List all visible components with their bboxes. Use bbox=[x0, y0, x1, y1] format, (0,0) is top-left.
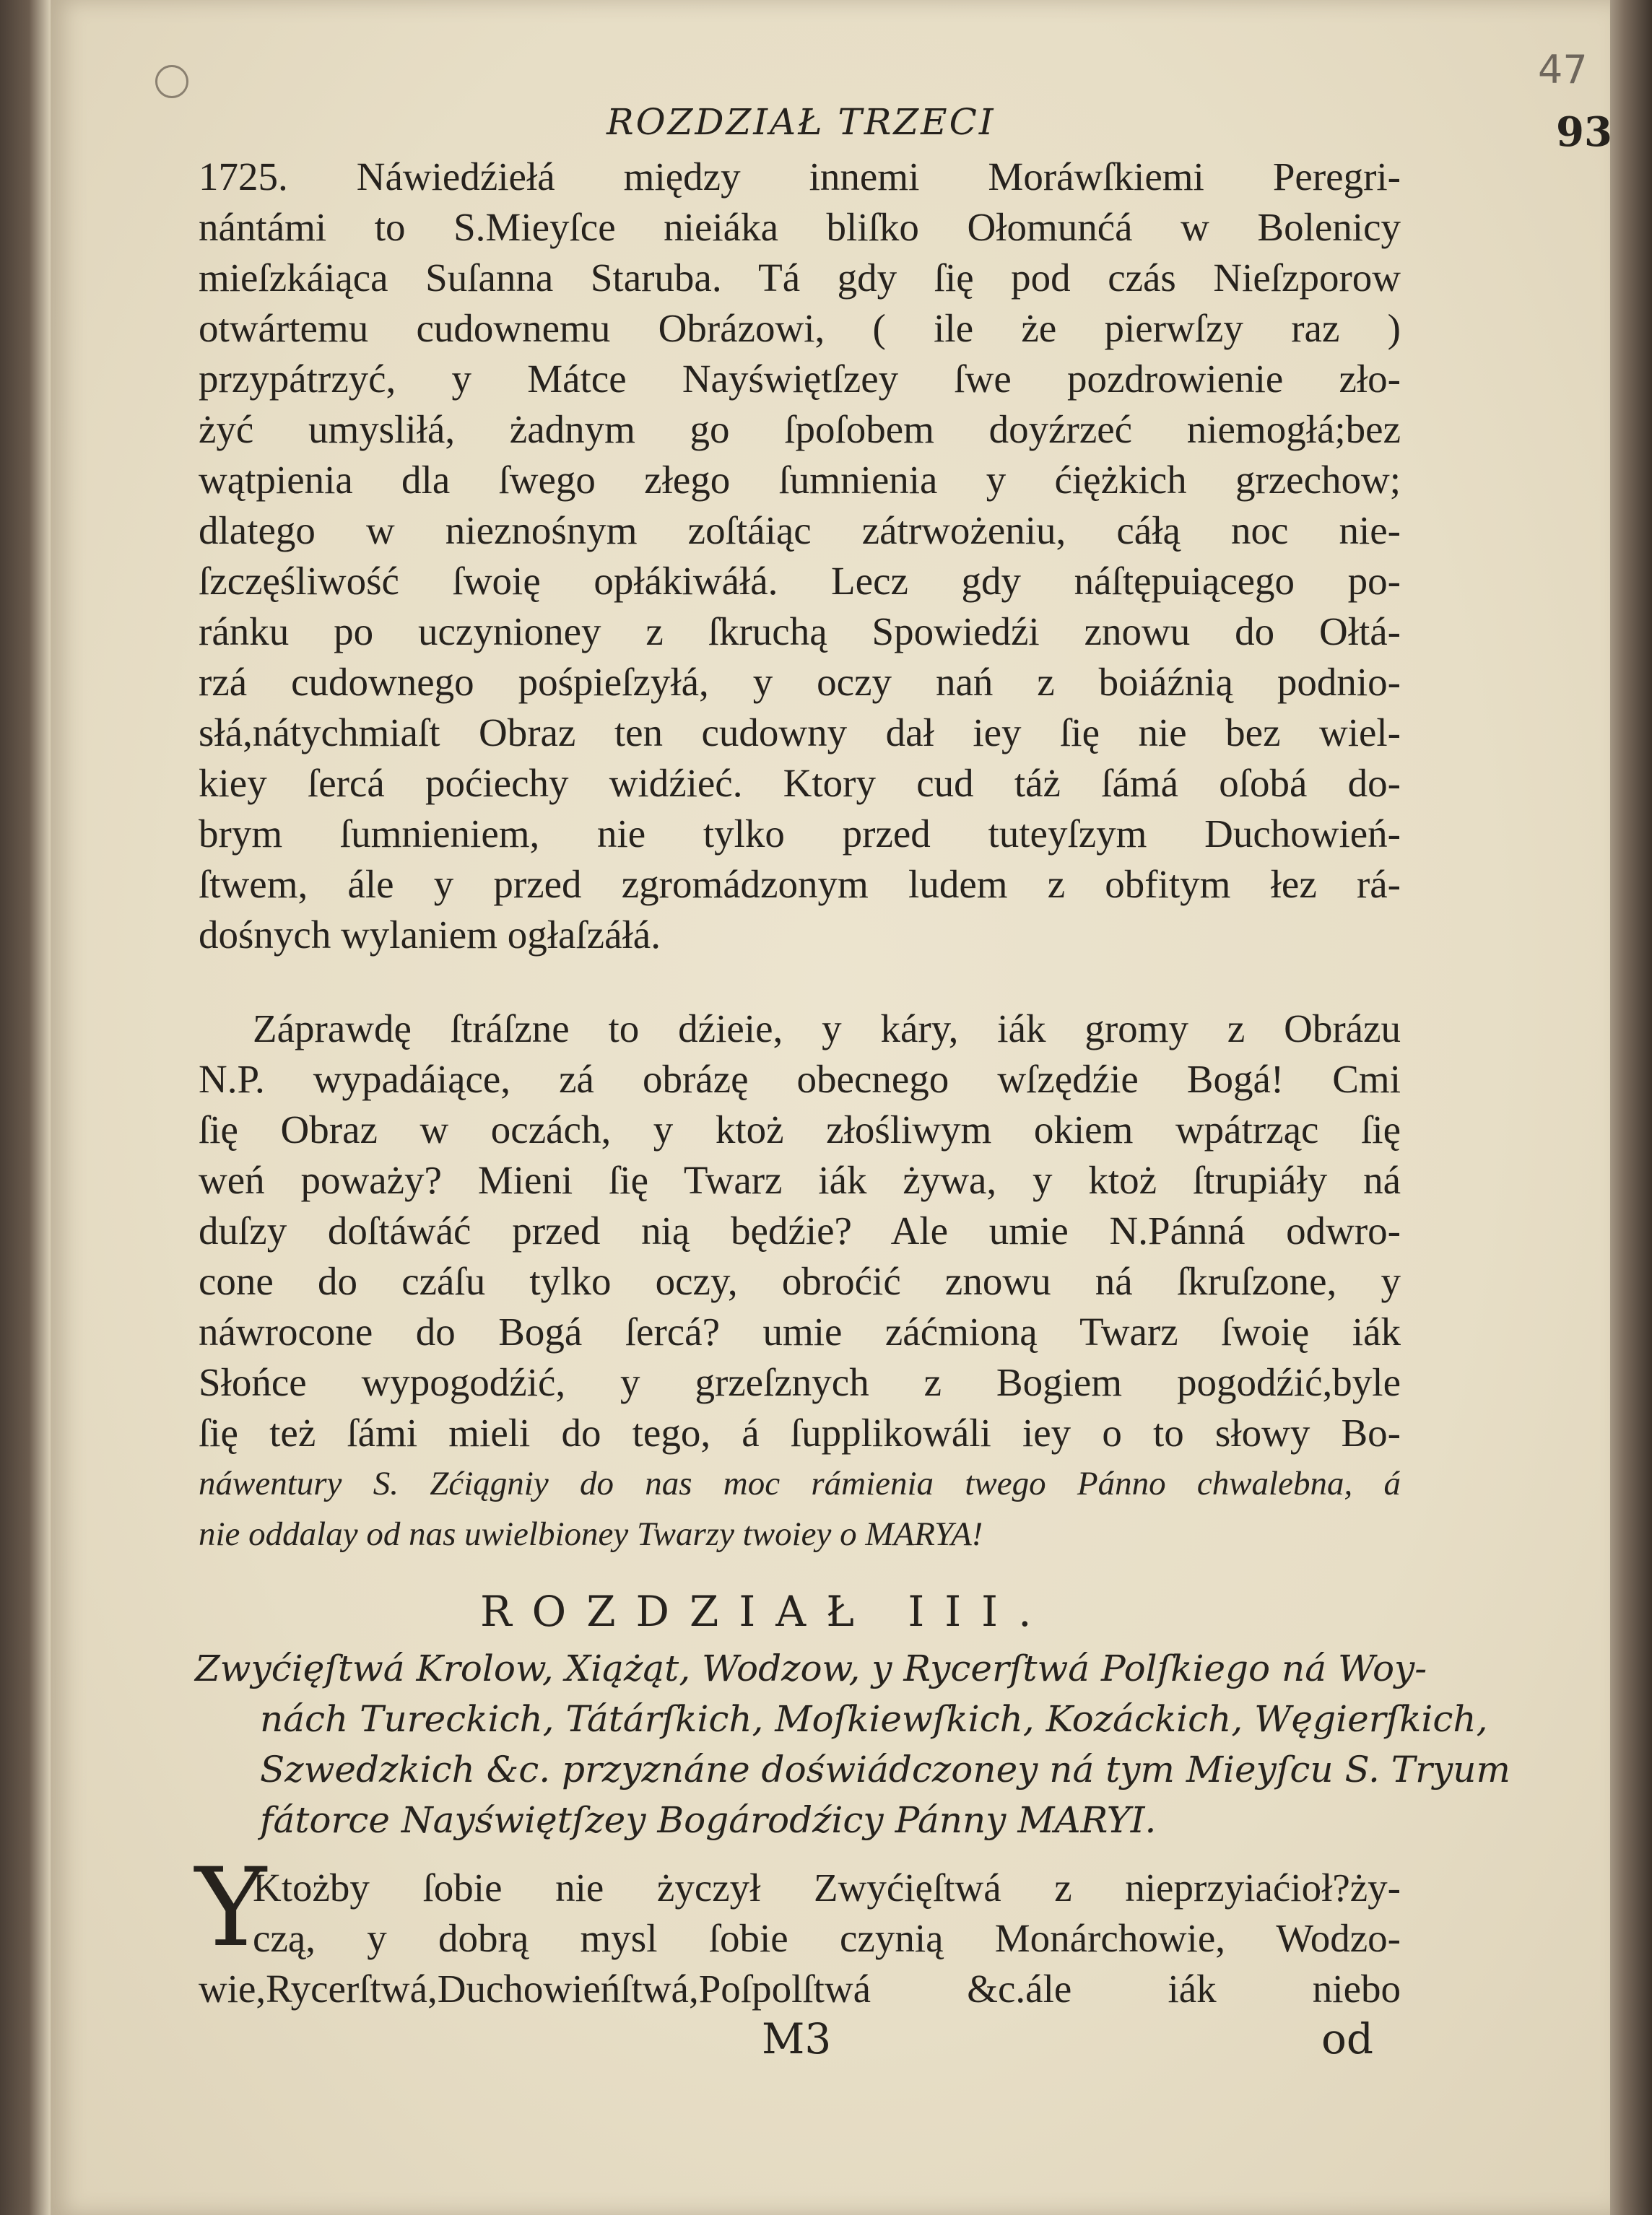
running-header: ROZDZIAŁ TRZECI bbox=[607, 101, 996, 143]
text-line: słá,nátychmiaſt Obraz ten cudowny dał iey ſię nie bez wiel- bbox=[199, 710, 1401, 754]
text-line: dośnych wylaniem ogłaſzáłá. bbox=[199, 913, 661, 957]
text-line: duſzy doſtáwáć przed nią będźie? Ale umie N.Pánná odwro- bbox=[199, 1209, 1401, 1253]
handwritten-folio-number: 47 bbox=[1538, 47, 1588, 92]
text-line: Ktożby ſobie nie życzył Zwyćięſtwá z nieprzyiaćioł?ży- bbox=[253, 1866, 1401, 1910]
text-line: cone do czáſu tylko oczy, obroćić znowu ná ſkruſzone, y bbox=[199, 1259, 1401, 1303]
text-line: rzá cudownego pośpieſzyłá, y oczy nań z boiáźnią podnio- bbox=[199, 660, 1401, 704]
chapter-summary-line: Zwyćięſtwá Krolow, Xiążąt, Wodzow, y Rycerſtwá Polſkiego ná Woy- bbox=[195, 1648, 1427, 1689]
text-line: N.P. wypadáiące, zá obrázę obecnego wſzędźie Bogá! Cmi bbox=[199, 1057, 1401, 1101]
text-line: 1725. Náwiedźiełá między innemi Moráwſkiemi Peregri- bbox=[199, 155, 1401, 199]
text-line: nántámi to S.Mieyſce nieiáka bliſko Ołomunćá w Bolenicy bbox=[199, 205, 1401, 249]
drop-cap: Y bbox=[195, 1845, 267, 1971]
text-line: weń poważy? Mieni ſię Twarz iák żywa, y ktoż ſtrupiáły ná bbox=[199, 1158, 1401, 1202]
text-line: żyć umysliłá, żadnym go ſpoſobem doyźrzeć niemogłá;bez bbox=[199, 407, 1401, 451]
catchword: od bbox=[1321, 2014, 1374, 2063]
book-page bbox=[51, 0, 1610, 2215]
text-line: dlatego w nieznośnym zoſtáiąc zátrwożeniu, cáłą noc nie- bbox=[199, 508, 1401, 552]
text-line: Słońce wypogodźić, y grzeſznych z Bogiem pogodźić,byle bbox=[199, 1360, 1401, 1404]
text-line: ſię Obraz w oczách, y ktoż złośliwym okiem wpátrząc ſię bbox=[199, 1108, 1401, 1152]
text-line: ſzczęśliwość ſwoię opłákiwáłá. Lecz gdy náſtępuiącego po- bbox=[199, 559, 1401, 603]
page-number: 93 bbox=[1556, 108, 1612, 156]
text-line: ſię też ſámi mieli do tego, á ſupplikowáli iey o to słowy Bo- bbox=[199, 1411, 1401, 1455]
text-line: náwrocone do Bogá ſercá? umie záćmioną Twarz ſwoię iák bbox=[199, 1310, 1401, 1354]
chapter-heading: ROZDZIAŁ III. bbox=[480, 1587, 1052, 1636]
text-line-italic: náwentury S. Zćiągniy do nas moc rámienia twego Pánno chwalebna, á bbox=[199, 1465, 1401, 1502]
text-line: wie,Rycerſtwá,Duchowieńſtwá,Poſpolſtwá &c.ále iák niebo bbox=[199, 1967, 1401, 2011]
stamp-circle-mark bbox=[155, 65, 188, 98]
text-line: ránku po uczynioney z ſkruchą Spowiedźi znowu do Ołtá- bbox=[199, 609, 1401, 653]
text-line: ſtwem, ále y przed zgromádzonym ludem z obfitym łez rá- bbox=[199, 862, 1401, 906]
text-line: Záprawdę ſtráſzne to dźieie, y káry, iák gromy z Obrázu bbox=[253, 1006, 1401, 1050]
text-line: wątpienia dla ſwego złego ſumnienia y ćiężkich grzechow; bbox=[199, 458, 1401, 502]
text-line: brym ſumnieniem, nie tylko przed tuteyſzym Duchowień- bbox=[199, 811, 1401, 856]
text-line: mieſzkáiąca Suſanna Staruba. Tá gdy ſię pod czás Nieſzporow bbox=[199, 256, 1401, 300]
text-line: kiey ſercá poćiechy widźieć. Ktory cud táż ſámá oſobá do- bbox=[199, 761, 1401, 805]
chapter-summary-line: nách Tureckich, Tátárſkich, Moſkiewſkich, Kozáckich, Węgierſkich, bbox=[260, 1698, 1488, 1740]
text-line: otwártemu cudownemu Obrázowi, ( ile że pierwſzy raz ) bbox=[199, 306, 1401, 350]
text-line-italic: nie oddalay od nas uwielbioney Twarzy twoiey o MARYA! bbox=[199, 1515, 983, 1553]
text-line: czą, y dobrą mysl ſobie czynią Monárchowie, Wodzo- bbox=[253, 1916, 1401, 1960]
chapter-summary-line: Szwedzkich &c. przyznáne doświádczoney ná tym Mieyſcu S. Tryum bbox=[260, 1749, 1510, 1790]
chapter-summary-line: fátorce Nayświętſzey Bogárodźicy Pánny MARYI. bbox=[260, 1799, 1157, 1841]
signature-mark: M3 bbox=[762, 2014, 832, 2063]
text-line: przypátrzyć, y Mátce Nayświętſzey ſwe pozdrowienie zło- bbox=[199, 357, 1401, 401]
